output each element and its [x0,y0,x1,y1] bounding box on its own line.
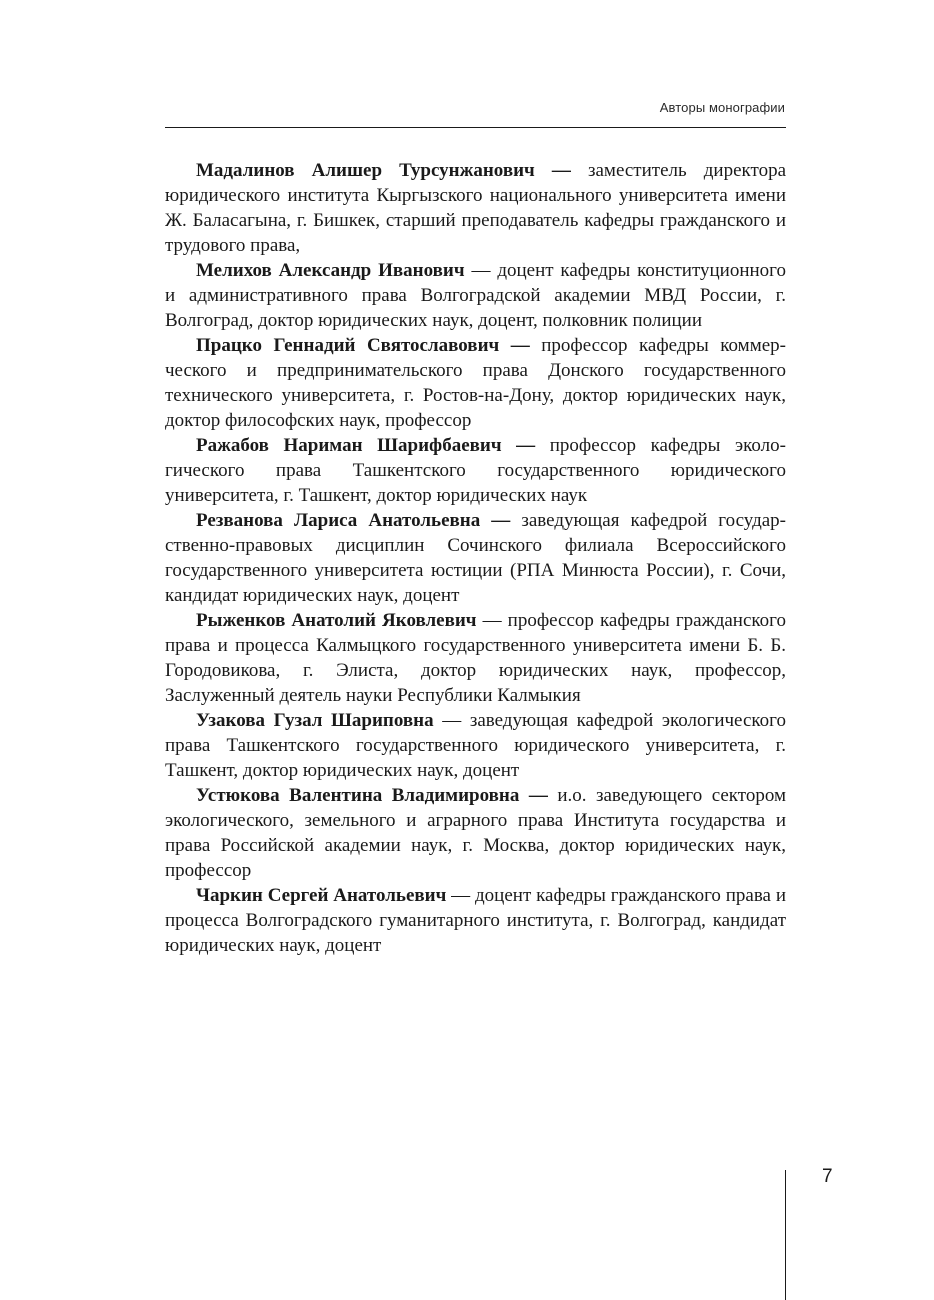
author-description: заведующая кафедрой государственно-правовых дисциплин Сочинского филиала Всероссийского государственного университета юстиции (РПА Минюста России), г. Сочи, кандидат юридических наук, доцент [165,510,786,606]
author-name: Устюкова Валентина Владимировна — [196,785,548,806]
author-entry [165,258,786,333]
author-name: Узакова Гузал Шариповна [196,710,434,731]
author-name: Ражабов Нариман Шарифбаевич — [196,435,536,456]
author-entry [165,608,786,708]
author-entry [165,158,786,258]
author-description: — заведующая кафедрой экологического права Ташкентского государственного юридического университета, г. Ташкент, доктор юридических наук, доцент [165,710,786,781]
author-description: — доцент кафедры конституционного и административного права Волгоградской академии МВД России, г. Волгоград, доктор юридических наук, доцент, полковник полиции [165,260,786,331]
author-description: профессор кафедры экологического права Ташкентского государственного юридического университета, г. Ташкент, доктор юридических наук [165,435,786,506]
page-number: 7 [822,1166,833,1187]
author-entry [165,333,786,433]
running-head-title: Авторы монографии [659,100,785,115]
author-entry [165,508,786,608]
author-description: профессор кафедры коммерческого и предпринимательского права Донского государственного технического университета, г. Ростов-на-Дону, доктор юридических наук, доктор философских наук, профессор [165,335,786,431]
author-description: заместитель директора юридического института Кыргызского национального университета имени Ж. Баласагына, г. Бишкек, старший преподаватель кафедры гражданского и трудового права, [165,160,786,256]
footer-rule [785,1170,786,1300]
author-entry [165,708,786,783]
header-rule [165,127,786,128]
author-description: — доцент кафедры гражданского права и процесса Волгоградского гуманитарного института, г. Волгоград, кандидат юридических наук, доцент [165,885,786,956]
author-name: Рыженков Анатолий Яковлевич [196,610,477,631]
author-name: Чаркин Сергей Анатольевич [196,885,447,906]
author-description: и.о. заведующего сектором экологического, земельного и аграрного права Института государства и права Российской академии наук, г. Москва, доктор юридических наук, профессор [165,785,787,881]
author-name: Резванова Лариса Анатольевна — [196,510,511,531]
author-name: Мадалинов Алишер Турсунжанович — [196,160,571,181]
author-entry [165,783,786,883]
author-description: — профессор кафедры гражданского права и процесса Калмыцкого государственного университета имени Б. Б. Городовикова, г. Элиста, доктор юридических наук, профессор, Заслуженный деятель науки Республики Калмыкия [165,610,786,706]
author-entry [165,883,786,958]
author-name: Мелихов Александр Иванович [196,260,465,281]
author-name: Працко Геннадий Святославович — [196,335,530,356]
author-entry [165,433,786,508]
authors-list [165,158,786,958]
